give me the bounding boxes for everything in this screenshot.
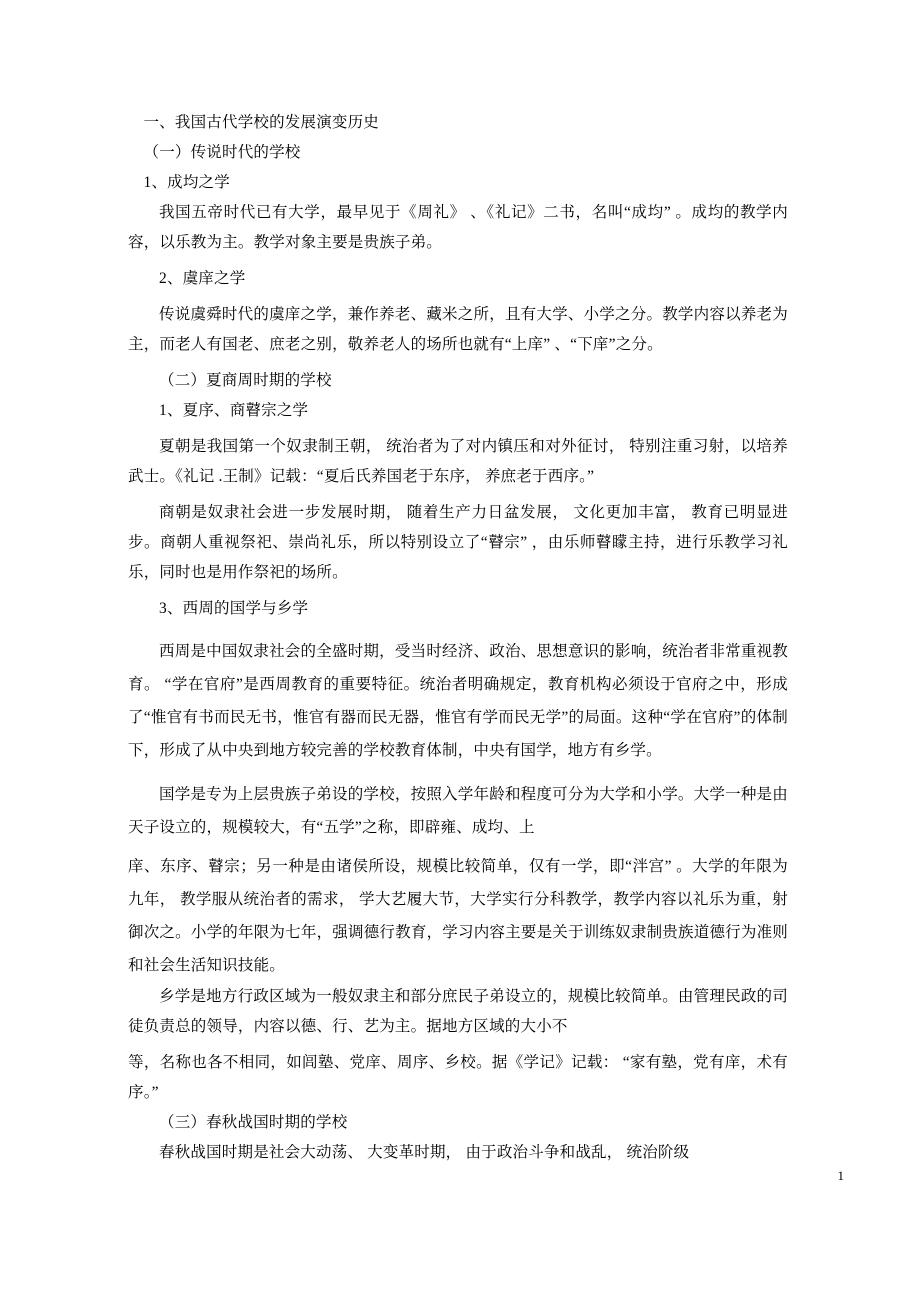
paragraph-guoxue-part1: 国学是专为上层贵族子弟设的学校，按照入学年龄和程度可分为大学和小学。大学一种是由天子设立的，规模较大，有“五学”之称，即辟雍、成均、上 — [128, 786, 788, 836]
heading-item-3: 1、夏序、商瞽宗之学 — [159, 402, 309, 419]
paragraph-chunqiu: 春秋战国时期是社会大动荡、 大变革时期， 由于政治斗争和战乱， 统治阶级 — [159, 1144, 690, 1161]
paragraph-guoxue-part2: 庠、东序、瞽宗；另一种是由诸侯所设，规模比较简单，仅有一学，即“泮宫” 。大学的年限为九年， 教学服从统治者的需求， 学大艺履大节，大学实行分科教学，教学内容以礼乐为重，射御次之。小学的年限为七年，强调德行教育，学习内容主要是关于训练奴隶制贵族道德行为准则和社会生活知识技能。 — [128, 858, 788, 974]
heading-subsection-3: （三）春秋战国时期的学校 — [159, 1114, 348, 1131]
paragraph-yuxiang: 传说虞舜时代的虞庠之学，兼作养老、藏米之所，且有大学、小学之分。教学内容以养老为主，而老人有国老、庶老之别，敬养老人的场所也就有“上庠” 、“下庠”之分。 — [128, 306, 788, 353]
paragraph-shang: 商朝是奴隶社会进一步发展时期， 随着生产力日盆发展， 文化更加丰富， 教育已明显进步。商朝人重视祭祀、崇尚礼乐，所以特别设立了“瞽宗” ，由乐师瞽矇主持，进行乐教学习礼乐，同时也是用作祭祀的场所。 — [128, 504, 788, 581]
heading-item-2: 2、虞庠之学 — [159, 270, 246, 287]
heading-subsection-1: （一）传说时代的学校 — [143, 144, 301, 161]
paragraph-xizhou-overview: 西周是中国奴隶社会的全盛时期，受当时经济、政治、思想意识的影响，统治者非常重视教育。 “学在官府”是西周教育的重要特征。统治者明确规定，教育机构必须设于官府之中，形成了“惟官有书而民无书，惟官有器而民无器，惟官有学而民无学”的局面。这种“学在官府”的体制下，形成了从中央到地方较完善的学校教育体制，中央有国学，地方有乡学。 — [128, 643, 788, 759]
heading-item-1: 1、成均之学 — [143, 174, 230, 191]
page-number: 1 — [837, 1168, 844, 1183]
document-body — [128, 108, 788, 1168]
paragraph-xiangxue-part1: 乡学是地方行政区域为一般奴隶主和部分庶民子弟设立的，规模比较简单。由管理民政的司徒负责总的领导，内容以德、行、艺为主。据地方区域的大小不 — [128, 988, 788, 1035]
paragraph-xiangxue-part2: 等，名称也各不相同，如闾塾、党庠、周序、乡校。据《学记》记载： “家有塾，党有庠，术有序。” — [128, 1054, 788, 1101]
heading-subsection-2: （二）夏商周时期的学校 — [159, 372, 332, 389]
heading-item-4: 3、西周的国学与乡学 — [159, 600, 309, 617]
paragraph-chengjun: 我国五帝时代已有大学，最早见于《周礼》 、《礼记》二书，名叫“成均” 。成均的教学内容，以乐教为主。教学对象主要是贵族子弟。 — [128, 204, 788, 251]
heading-section-1: 一、我国古代学校的发展演变历史 — [143, 114, 380, 131]
paragraph-xia: 夏朝是我国第一个奴隶制王朝， 统治者为了对内镇压和对外征讨， 特别注重习射，以培养武士。《礼记 .王制》记载：“夏后氏养国老于东序， 养庶老于西序。” — [128, 438, 788, 485]
